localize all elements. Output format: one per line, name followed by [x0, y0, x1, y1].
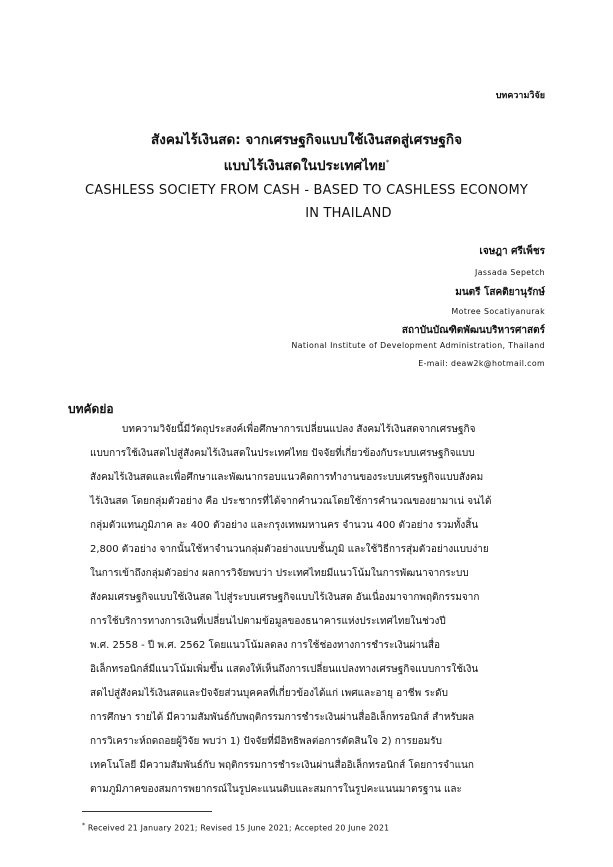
abstract-line: 2,800 ตัวอย่าง จากนั้นใช้หาจำนวนกลุ่มตัวอย่างแบบชั้นภูมิ และใช้วิธีการสุ่มตัวอย่างแบบง่าย	[90, 544, 489, 555]
footnote-text: Received 21 January 2021; Revised 15 June 2021; Accepted 20 June 2021	[87, 823, 390, 833]
thai-title-line-2	[0, 154, 613, 176]
abstract-line: ตามภูมิภาคของสมการพยากรณ์ในรูปคะแนนดิบและสมการในรูปคะแนนมาตรฐาน และ	[90, 784, 462, 795]
abstract-line: กลุ่มตัวแทนภูมิภาค ละ 400 ตัวอย่าง และกรุงเทพมหานคร จำนวน 400 ตัวอย่าง รวมทั้งสิ้น	[90, 520, 479, 531]
author-2-name-english: Motree Socatiyanurak	[451, 307, 545, 316]
title-footnote-marker: *	[385, 158, 390, 167]
abstract-line: บทความวิจัยนี้มีวัตถุประสงค์เพื่อศึกษาการเปลี่ยนแปลง สังคมไร้เงินสดจากเศรษฐกิจ	[122, 424, 476, 435]
thai-title-line-2-text: แบบไร้เงินสดในประเทศไทย	[223, 158, 386, 174]
article-type-label: บทความวิจัย	[495, 91, 545, 101]
abstract-line: การศึกษา รายได้ มีความสัมพันธ์กับพฤติกรรมการชำระเงินผ่านสื่ออิเล็กทรอนิกส์ สำหรับผล	[90, 712, 475, 723]
abstract-line: เทคโนโลยี มีความสัมพันธ์กับ พฤติกรรมการชำระเงินผ่านสื่ออิเล็กทรอนิกส์ โดยการจำแนก	[90, 760, 474, 771]
abstract-heading: บทคัดย่อ	[68, 402, 114, 416]
author-1-name-english: Jassada Sepetch	[475, 268, 545, 277]
abstract-line: ไร้เงินสด โดยกลุ่มตัวอย่าง คือ ประชากรที่ได้จากคำนวณโดยใช้การคำนวณของยามาเน่ จนได้	[90, 496, 492, 507]
footnote	[82, 822, 389, 833]
author-1-name-thai: เจษฎา ศรีเพ็ชร	[479, 246, 545, 257]
affiliation-thai: สถาบันบัณฑิตพัฒนบริหารศาสตร์	[401, 325, 545, 336]
abstract-line: สดไปสู่สังคมไร้เงินสดและปัจจัยส่วนบุคคลที่เกี่ยวข้องได้แก่ เพศและอายุ อาชีพ ระดับ	[90, 688, 448, 699]
english-title-line-2: IN THAILAND	[305, 206, 392, 221]
footnote-marker: *	[82, 822, 86, 829]
affiliation-english: National Institute of Development Administration, Thailand	[291, 341, 545, 350]
abstract-line: สังคมเศรษฐกิจแบบใช้เงินสด ไปสู่ระบบเศรษฐกิจแบบไร้เงินสด อันเนื่องมาจากพฤติกรรมจาก	[90, 592, 480, 603]
author-email: E-mail: deaw2k@hotmail.com	[418, 359, 545, 368]
abstract-line: การวิเคราะห์ถดถอยผู้วิจัย พบว่า 1) ปัจจัยที่มีอิทธิพลต่อการตัดสินใจ 2) การยอมรับ	[90, 736, 442, 747]
abstract-line: อิเล็กทรอนิกส์มีแนวโน้มเพิ่มขึ้น แสดงให้เห็นถึงการเปลี่ยนแปลงทางเศรษฐกิจแบบการใช้เงิน	[90, 664, 479, 675]
abstract-line: การใช้บริการทางการเงินที่เปลี่ยนไปตามข้อมูลของธนาคารแห่งประเทศไทยในช่วงปี	[90, 616, 446, 627]
footnote-divider	[82, 811, 212, 812]
abstract-line: สังคมไร้เงินสดและเพื่อศึกษาและพัฒนากรอบแนวคิดการทำงานของระบบเศรษฐกิจแบบสังคม	[90, 472, 484, 483]
english-title-line-1: CASHLESS SOCIETY FROM CASH - BASED TO CASHLESS ECONOMY	[84, 183, 528, 198]
thai-title-line-1: สังคมไร้เงินสด: จากเศรษฐกิจแบบใช้เงินสดสู่เศรษฐกิจ	[150, 132, 462, 148]
abstract-line: พ.ศ. 2558 - ปี พ.ศ. 2562 โดยแนวโน้มลดลง การใช้ช่องทางการชำระเงินผ่านสื่อ	[90, 640, 440, 651]
abstract-line: แบบการใช้เงินสดไปสู่สังคมไร้เงินสดในประเทศไทย ปัจจัยที่เกี่ยวข้องกับระบบเศรษฐกิจแบบ	[90, 448, 475, 459]
abstract-line: ในการเข้าถึงกลุ่มตัวอย่าง ผลการวิจัยพบว่า ประเทศไทยมีแนวโน้มในการพัฒนาจากระบบ	[90, 568, 469, 579]
author-2-name-thai: มนตรี โสคติยานุรักษ์	[455, 287, 545, 298]
